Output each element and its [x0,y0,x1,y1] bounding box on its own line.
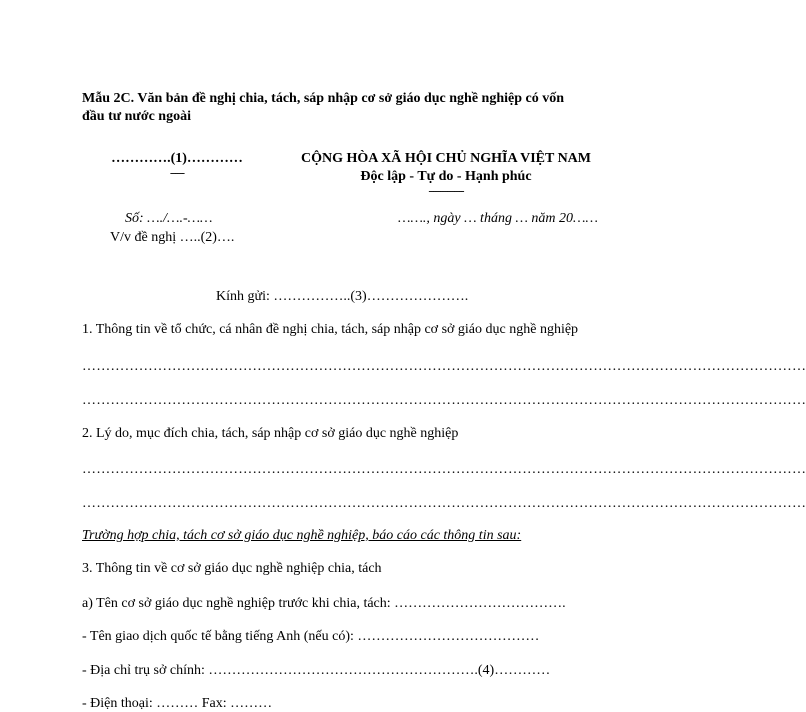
fill-line: ……………………………………………………………………………………………………………………………………… [82,393,806,408]
section-2-heading: 2. Lý do, mục đích chia, tách, sáp nhập cơ sở giáo dục nghề nghiệp [82,426,459,441]
address-field: - Địa chỉ trụ sở chính: ………………………………………………….(4)………… [82,663,551,678]
phone-field-partial: - Điện thoại: ……… Fax: ……… [82,696,273,711]
country-name: CỘNG HÒA XÃ HỘI CHỦ NGHĨA VIỆT NAM [300,151,591,166]
fill-line: ……………………………………………………………………………………………………………………………………… [82,496,806,511]
motto-underline: --------------- [428,186,464,197]
form-title-line2: đầu tư nước ngoài [82,109,191,124]
fill-line: ……………………………………………………………………………………………………………………………………… [82,359,806,374]
english-name-field: - Tên giao dịch quốc tế bằng tiếng Anh (nếu có): ………………………………… [82,629,540,644]
document-subject: V/v đề nghị …..(2)…. [110,230,235,245]
organization-underline: ------ [170,168,184,179]
section-1-heading: 1. Thông tin về tổ chức, cá nhân đề nghị chia, tách, sáp nhập cơ sở giáo dục nghề nghiệp [82,322,579,337]
section-3-heading: 3. Thông tin về cơ sở giáo dục nghề nghiệp chia, tách [82,561,382,576]
national-motto: Độc lập - Tự do - Hạnh phúc [360,169,532,184]
document-number: Số: …./….-…… [125,211,213,226]
institution-name-field: a) Tên cơ sở giáo dục nghề nghiệp trước khi chia, tách: ………………………………. [82,596,566,611]
fill-line: ……………………………………………………………………………………………………………………………………… [82,462,806,477]
split-case-note: Trường hợp chia, tách cơ sở giáo dục nghề nghiệp, báo cáo các thông tin sau: [82,528,522,543]
recipient-line: Kính gửi: ……………..(3)…………………. [216,289,469,304]
date-line: ……., ngày … tháng … năm 20…… [398,211,598,226]
form-title-line1: Mẫu 2C. Văn bản đề nghị chia, tách, sáp nhập cơ sở giáo dục nghề nghiệp có vốn [82,91,565,106]
organization-name: ………….(1)………… [111,151,243,166]
